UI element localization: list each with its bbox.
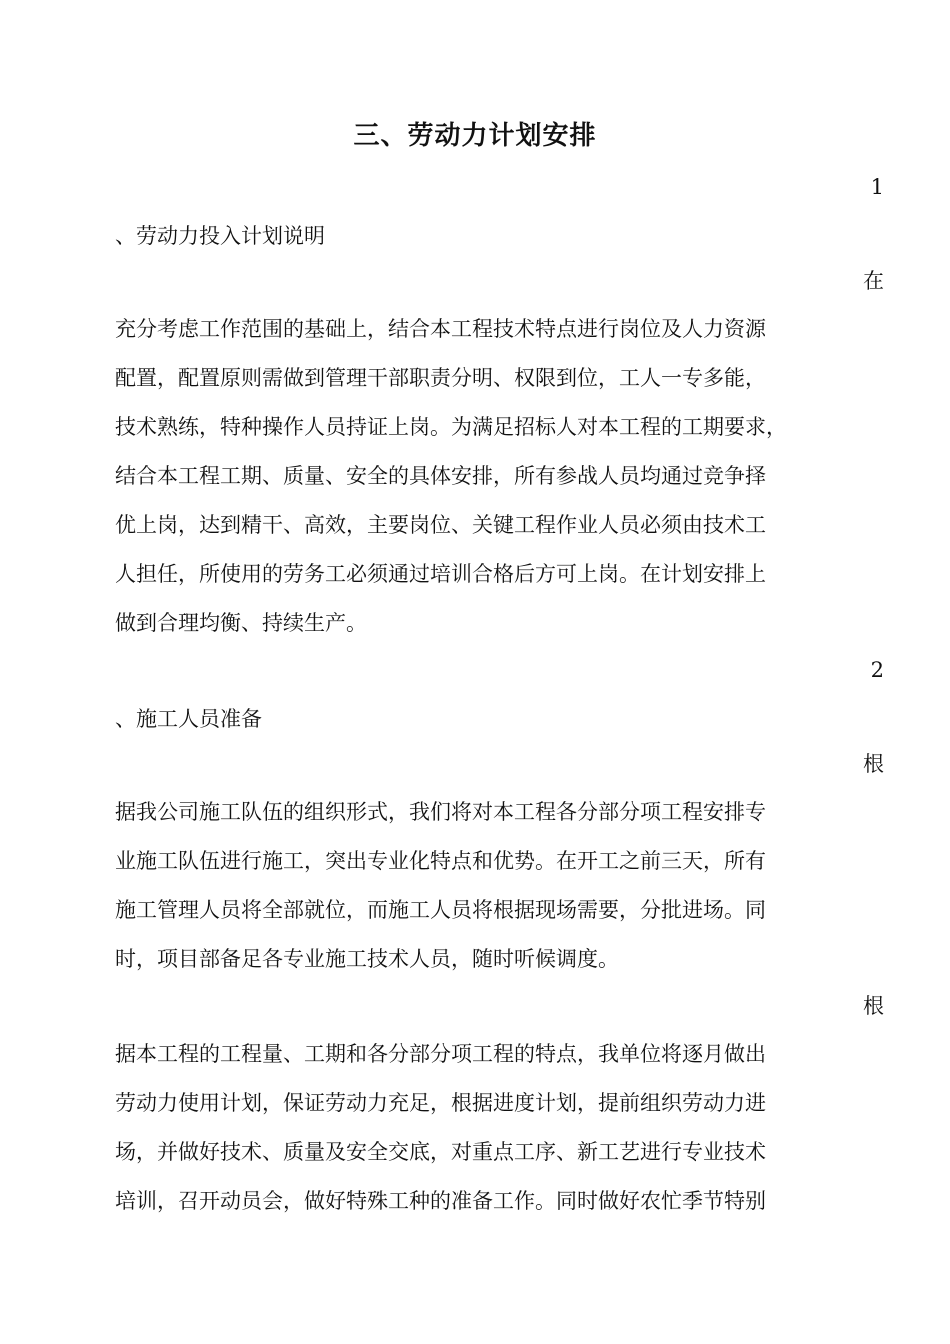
section-1-line: 人担任，所使用的劳务工必须通过培训合格后方可上岗。在计划安排上 (115, 562, 766, 586)
section-1-heading: 、劳动力投入计划说明 (115, 224, 325, 248)
section-2-number: 2 (870, 658, 884, 682)
section-2-para-2-line: 据本工程的工程量、工期和各分部分项工程的特点，我单位将逐月做出 (115, 1042, 766, 1066)
section-2-para-2-line: 劳动力使用计划，保证劳动力充足，根据进度计划，提前组织劳动力进 (115, 1091, 766, 1115)
section-2-para-2-line: 场，并做好技术、质量及安全交底，对重点工序、新工艺进行专业技术 (115, 1140, 766, 1164)
section-1-para-start: 在 (863, 269, 884, 293)
section-1-line: 技术熟练，特种操作人员持证上岗。为满足招标人对本工程的工期要求， (115, 415, 787, 439)
section-1-line: 充分考虑工作范围的基础上，结合本工程技术特点进行岗位及人力资源 (115, 317, 766, 341)
page-title: 三、劳动力计划安排 (353, 121, 597, 151)
section-2-para-2-start: 根 (863, 994, 884, 1018)
section-2-para-1-line: 时，项目部备足各专业施工技术人员，随时听候调度。 (115, 947, 619, 971)
section-1-line: 结合本工程工期、质量、安全的具体安排，所有参战人员均通过竞争择 (115, 464, 766, 488)
section-2-para-1-line: 业施工队伍进行施工，突出专业化特点和优势。在开工之前三天，所有 (115, 849, 766, 873)
section-1-line: 优上岗，达到精干、高效，主要岗位、关键工程作业人员必须由技术工 (115, 513, 766, 537)
section-2-para-1-line: 施工管理人员将全部就位，而施工人员将根据现场需要，分批进场。同 (115, 898, 766, 922)
section-1-line: 做到合理均衡、持续生产。 (115, 611, 367, 635)
section-1-line: 配置，配置原则需做到管理干部职责分明、权限到位，工人一专多能， (115, 366, 766, 390)
section-2-para-1-line: 据我公司施工队伍的组织形式，我们将对本工程各分部分项工程安排专 (115, 800, 766, 824)
section-2-para-2-line: 培训，召开动员会，做好特殊工种的准备工作。同时做好农忙季节特别 (115, 1189, 766, 1213)
section-2-heading: 、施工人员准备 (115, 707, 262, 731)
section-2-para-1-start: 根 (863, 752, 884, 776)
section-1-number: 1 (870, 175, 884, 199)
